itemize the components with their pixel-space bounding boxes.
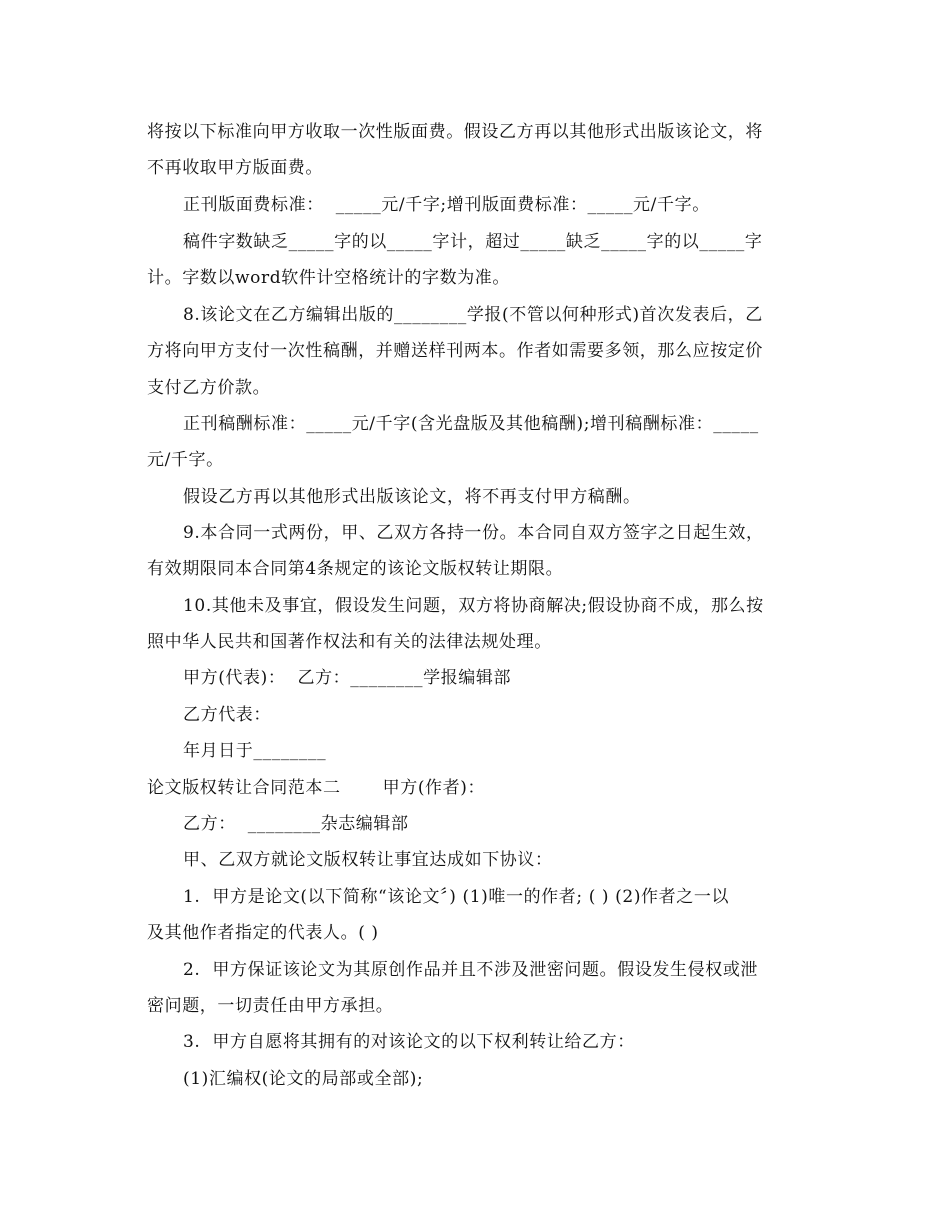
text-line: 乙方： ________杂志编辑部 — [183, 814, 409, 834]
text-line: 及其他作者指定的代表人。( ) — [147, 923, 379, 943]
text-line: 正刊版面费标准： _____元/千字;增刊版面费标准：_____元/千字。 — [183, 195, 710, 215]
text-line: 3. 甲方自愿将其拥有的对该论文的以下权利转让给乙方： — [183, 1032, 635, 1052]
text-line: 假设乙方再以其他形式出版该论文，将不再支付甲方稿酬。 — [183, 487, 641, 507]
text-line: (1)汇编权(论文的局部或全部); — [183, 1069, 424, 1089]
text-line: 方将向甲方支付一次性稿酬，并赠送样刊两本。作者如需要多领，那么应按定价 — [147, 341, 763, 361]
text-line: 1. 甲方是论文(以下简称“该论文〞) (1)唯一的作者; ( ) (2)作者之一以 — [183, 887, 730, 907]
text-line: 不再收取甲方版面费。 — [147, 158, 323, 178]
text-line: 甲方(代表)： 乙方：________学报编辑部 — [183, 668, 512, 688]
text-line: 论文版权转让合同范本二 甲方(作者)： — [147, 778, 486, 798]
text-line: 2. 甲方保证该论文为其原创作品并且不涉及泄密问题。假设发生侵权或泄 — [183, 960, 759, 980]
text-line: 支付乙方价款。 — [147, 378, 271, 398]
text-line: 元/千字。 — [147, 450, 224, 470]
text-line: 甲、乙双方就论文版权转让事宜达成如下协议： — [183, 850, 553, 870]
text-line: 正刊稿酬标准：_____元/千字(含光盘版及其他稿酬);增刊稿酬标准：_____ — [183, 414, 759, 434]
text-line: 年月日于________ — [183, 741, 327, 761]
text-line: 密问题，一切责任由甲方承担。 — [147, 996, 394, 1016]
text-line: 将按以下标准向甲方收取一次性版面费。假设乙方再以其他形式出版该论文，将 — [147, 122, 763, 142]
text-line: 9.本合同一式两份，甲、乙双方各持一份。本合同自双方签字之日起生效， — [183, 523, 764, 543]
text-line: 照中华人民共和国著作权法和有关的法律法规处理。 — [147, 632, 552, 652]
text-line: 乙方代表： — [183, 705, 271, 725]
text-line: 有效期限同本合同第4条规定的该论文版权转让期限。 — [147, 559, 564, 579]
text-line: 计。字数以word软件计空格统计的字数为准。 — [147, 268, 510, 288]
text-line: 稿件字数缺乏_____字的以_____字计，超过_____缺乏_____字的以_____字 — [183, 232, 763, 252]
text-line: 8.该论文在乙方编辑出版的________学报(不管以何种形式)首次发表后，乙 — [183, 305, 763, 325]
text-line: 10.其他未及事宜，假设发生问题，双方将协商解决;假设协商不成，那么按 — [183, 596, 764, 616]
